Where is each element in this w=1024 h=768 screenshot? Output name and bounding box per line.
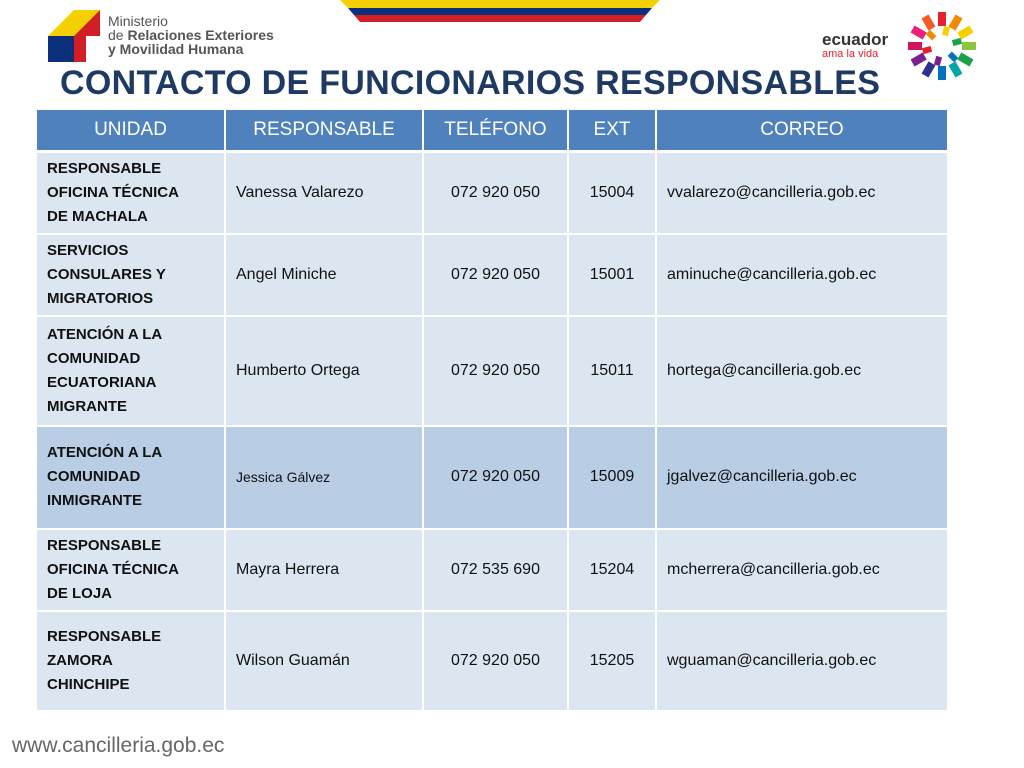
table-row bbox=[37, 234, 947, 316]
responsable-cell: Wilson Guamán bbox=[225, 611, 423, 711]
ministry-line-2a: de bbox=[108, 27, 128, 43]
ministry-logo bbox=[46, 6, 286, 66]
unit-line: ECUATORIANA bbox=[47, 373, 157, 391]
flag-ribbon bbox=[340, 0, 660, 26]
page-title: CONTACTO DE FUNCIONARIOS RESPONSABLES bbox=[60, 64, 881, 102]
table-row bbox=[37, 611, 947, 711]
unit-line: COMUNIDAD bbox=[47, 349, 141, 367]
phone-cell: 072 920 050 bbox=[423, 426, 568, 529]
unit-cell bbox=[37, 529, 225, 611]
responsable-cell: Vanessa Valarezo bbox=[225, 152, 423, 234]
unit-line: MIGRATORIOS bbox=[47, 289, 154, 307]
header-unidad: UNIDAD bbox=[37, 110, 225, 152]
email-link[interactable]: hortega@cancilleria.gob.ec bbox=[656, 316, 947, 426]
ext-cell: 15204 bbox=[568, 529, 656, 611]
ministry-line-3: y Movilidad Humana bbox=[108, 41, 244, 57]
responsable-cell: Jessica Gálvez bbox=[225, 426, 423, 529]
email-link[interactable]: jgalvez@cancilleria.gob.ec bbox=[656, 426, 947, 529]
table-row bbox=[37, 152, 947, 234]
ext-cell: 15011 bbox=[568, 316, 656, 426]
phone-cell: 072 920 050 bbox=[423, 234, 568, 316]
phone-cell: 072 535 690 bbox=[423, 529, 568, 611]
unit-line: ATENCIÓN A LA bbox=[47, 444, 163, 461]
unit-line: CHINCHIPE bbox=[47, 675, 130, 693]
unit-cell bbox=[37, 426, 225, 529]
unit-cell bbox=[37, 611, 225, 711]
ministry-line-1: Ministerio bbox=[108, 13, 168, 29]
unit-line: DE MACHALA bbox=[47, 207, 148, 225]
responsable-cell: Angel Miniche bbox=[225, 234, 423, 316]
unit-line: COMUNIDAD bbox=[47, 468, 141, 485]
header-telefono: TELÉFONO bbox=[423, 110, 568, 152]
unit-line: MIGRANTE bbox=[47, 397, 127, 415]
unit-line: CONSULARES Y bbox=[47, 265, 166, 283]
table-header-row bbox=[37, 110, 947, 152]
unit-cell bbox=[37, 316, 225, 426]
phone-cell: 072 920 050 bbox=[423, 611, 568, 711]
brand-tagline: ama la vida bbox=[822, 48, 879, 60]
email-link[interactable]: wguaman@cancilleria.gob.ec bbox=[656, 611, 947, 711]
header-responsable: RESPONSABLE bbox=[225, 110, 423, 152]
responsable-cell: Mayra Herrera bbox=[225, 529, 423, 611]
responsable-cell: Humberto Ortega bbox=[225, 316, 423, 426]
email-link[interactable]: vvalarezo@cancilleria.gob.ec bbox=[656, 152, 947, 234]
unit-line: RESPONSABLE bbox=[47, 536, 162, 554]
unit-line: ATENCIÓN A LA bbox=[47, 325, 163, 343]
unit-line: RESPONSABLE bbox=[47, 627, 162, 645]
ext-cell: 15001 bbox=[568, 234, 656, 316]
email-link[interactable]: aminuche@cancilleria.gob.ec bbox=[656, 234, 947, 316]
unit-line: INMIGRANTE bbox=[47, 492, 142, 509]
unit-line: DE LOJA bbox=[47, 584, 113, 602]
phone-cell: 072 920 050 bbox=[423, 152, 568, 234]
email-link[interactable]: mcherrera@cancilleria.gob.ec bbox=[656, 529, 947, 611]
phone-cell: 072 920 050 bbox=[423, 316, 568, 426]
header-ext: EXT bbox=[568, 110, 656, 152]
unit-line: ZAMORA bbox=[47, 651, 113, 669]
unit-line: OFICINA TÉCNICA bbox=[47, 560, 179, 578]
ministry-line-2b: Relaciones Exteriores bbox=[127, 27, 274, 43]
unit-cell bbox=[37, 152, 225, 234]
ext-cell: 15205 bbox=[568, 611, 656, 711]
table-row bbox=[37, 529, 947, 611]
ext-cell: 15004 bbox=[568, 152, 656, 234]
table-row bbox=[37, 316, 947, 426]
contacts-table bbox=[37, 110, 947, 712]
unit-line: RESPONSABLE bbox=[47, 159, 162, 177]
table-row bbox=[37, 426, 947, 529]
brand-word: ecuador bbox=[822, 30, 889, 49]
ext-cell: 15009 bbox=[568, 426, 656, 529]
unit-line: OFICINA TÉCNICA bbox=[47, 183, 179, 201]
unit-cell bbox=[37, 234, 225, 316]
ministry-arrow-icon bbox=[46, 6, 104, 64]
unit-line: SERVICIOS bbox=[47, 241, 129, 259]
header-correo: CORREO bbox=[656, 110, 947, 152]
footer-website-link[interactable]: www.cancilleria.gob.ec bbox=[12, 734, 225, 757]
